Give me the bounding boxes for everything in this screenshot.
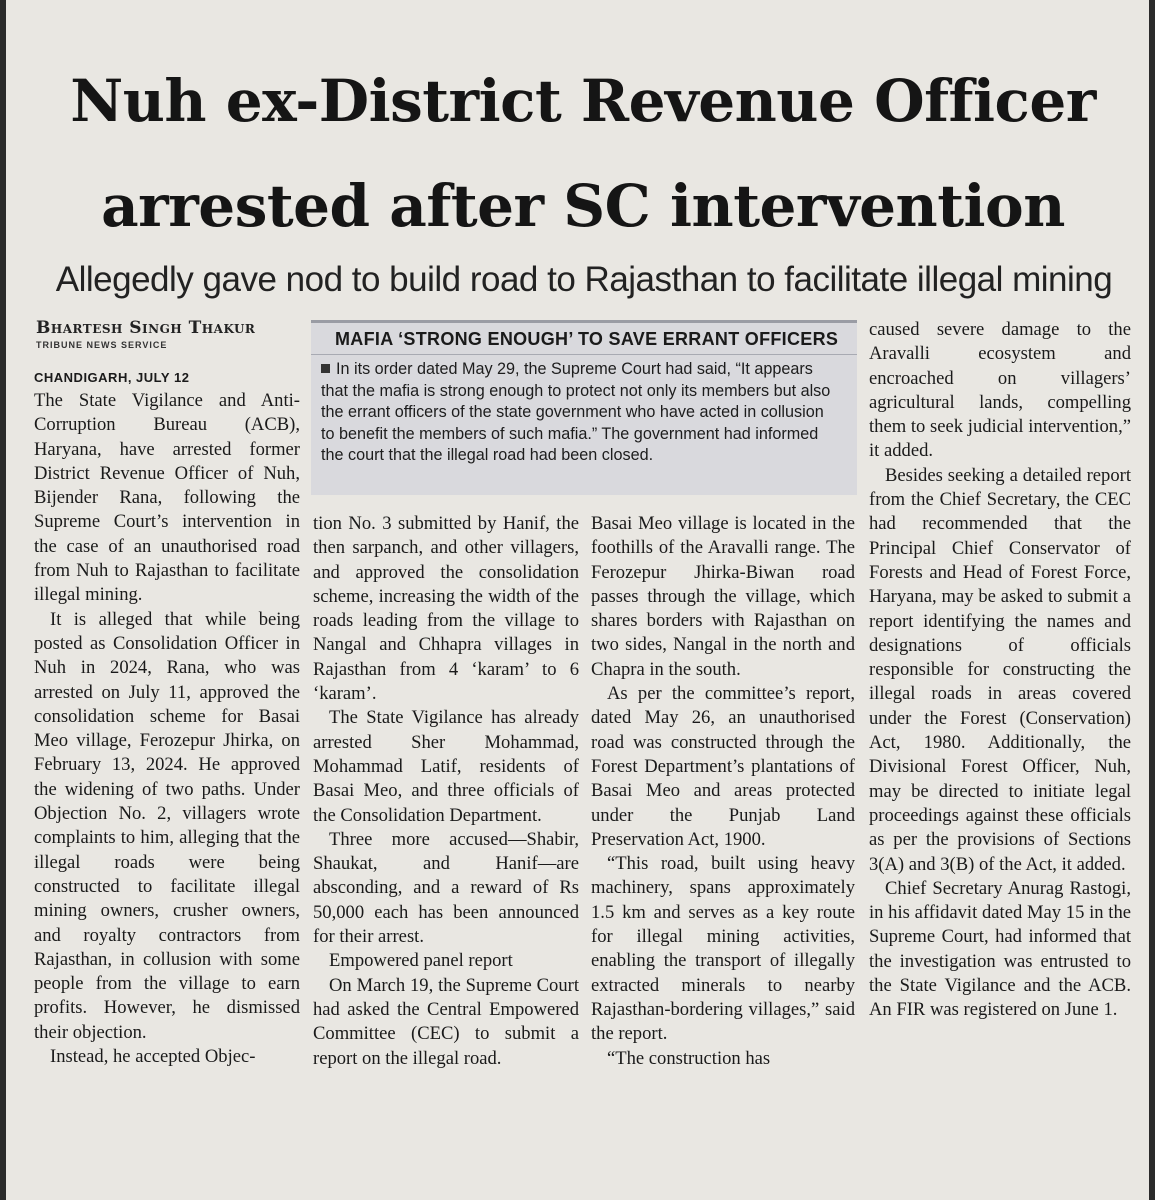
quote-boxout [311, 320, 857, 495]
paragraph: tion No. 3 submitted by Hanif, the then sarpanch, and other villagers, and approved the consolidation scheme, increasing the width of the roads leading from the village to Nangal and Chhapra villages in Rajasthan from 4 ‘karam’ to 6 ‘karam’. [313, 513, 579, 705]
paragraph: Three more accused—Shabir, Shaukat, and Hanif—are absconding, and a reward of Rs 50,000 each has been announced for their arrest. [313, 828, 579, 948]
boxout-title: MAFIA ‘STRONG ENOUGH’ TO SAVE ERRANT OFFICERS [335, 329, 839, 349]
paragraph: “The construction has [607, 1047, 771, 1069]
subheadline: Allegedly gave nod to build road to Rajasthan to facilitate illegal mining [55, 260, 1113, 299]
paragraph: Basai Meo village is located in the foothills of the Aravalli range. The Ferozepur Jhirka-Biwan road passes through the village, which shares borders with Rajasthan on two sides, Nangal in the north and Chapra in the south. [591, 513, 855, 680]
boxout-divider [311, 354, 857, 355]
paragraph: As per the committee’s report, dated May 26, an unauthorised road was constructed through the Forest Department’s plantations of Basai Meo and areas protected under the Punjab Land Preservation Act, 1900. [591, 683, 855, 850]
article-column-1 [34, 368, 300, 1069]
author-name: Bhartesh Singh Thakur [36, 318, 256, 338]
paragraph: “This road, built using heavy machinery, spans approximately 1.5 km and serves as a key route for illegal mining activities, enabling the transport of illegally extracted minerals to nearby Rajasthan-bordering villages,” said the report. [591, 853, 855, 1045]
news-service: TRIBUNE NEWS SERVICE [36, 340, 168, 350]
headline-line-1: Nuh ex-District Revenue Officer [70, 67, 1096, 135]
paragraph: It is alleged that while being posted as Consolidation Officer in Nuh in 2024, Rana, who was arrested on July 11, approved the consolidation scheme for Basai Meo village, Ferozepur Jhirka, on February 13, 2024. He approved the widening of two paths. Under Objection No. 2, villagers wrote complaints to him, alleging that the illegal roads were being constructed to facilitate illegal mining owners, crusher owners, and royalty contractors from Rajasthan, in collusion with some people from the village to earn profits. However, he dismissed their objection. [34, 608, 300, 1043]
byline [36, 318, 306, 350]
paragraph: The State Vigilance and Anti-Corruption Bureau (ACB), Haryana, have arrested former District Revenue Officer of Nuh, Bijender Rana, following the Supreme Court’s intervention in the case of an unauthorised road from Nuh to Rajasthan to facilitate illegal mining. [34, 390, 300, 606]
boxout-text: In its order dated May 29, the Supreme Court had said, “It appears that the mafia is strong enough to protect not only its members but also the errant officers of the state government who have acted in collusion to benefit the members of such mafia.” The government had informed the court that the illegal road had been closed. [321, 360, 831, 464]
paragraph: caused severe damage to the Aravalli ecosystem and encroached on villagers’ agricultural lands, compelling them to seek judicial intervention,” it added. [869, 319, 1131, 462]
headline-line-2: arrested after SC intervention [101, 172, 1065, 240]
dateline: CHANDIGARH, JULY 12 [34, 370, 190, 385]
paragraph: The State Vigilance has already arrested Sher Mohammad, Mohammad Latif, residents of Basai Meo, and three officials of the Consolidation Department. [313, 707, 579, 826]
paragraph: Instead, he accepted Objec- [50, 1046, 256, 1068]
paragraph: Chief Secretary Anurag Rastogi, in his affidavit dated May 15 in the Supreme Court, had informed that the investigation was entrusted to the State Vigilance and the ACB. An FIR was registered on June 1. [869, 877, 1131, 1021]
paragraph: On March 19, the Supreme Court had asked the Central Empowered Committee (CEC) to submit a report on the illegal road. [313, 974, 579, 1069]
section-subhead: Empowered panel report [329, 950, 513, 972]
square-bullet-icon [321, 364, 330, 373]
article-column-4 [869, 318, 1131, 1023]
article-column-2 [313, 512, 579, 1071]
newspaper-clipping [6, 0, 1149, 1200]
paragraph: Besides seeking a detailed report from the Chief Secretary, the CEC had recommended that the Principal Chief Conservator of Forests and Head of Forest Force, Haryana, may be asked to submit a report identifying the names and designations of officials responsible for constructing the illegal roads in areas covered under the Forest (Conservation) Act, 1980. Additionally, the Divisional Forest Officer, Nuh, may be directed to initiate legal proceedings against these officials as per the provisions of Sections 3(A) and 3(B) of the Act, it added. [869, 464, 1131, 875]
boxout-body [321, 359, 841, 467]
article-column-3 [591, 512, 855, 1071]
